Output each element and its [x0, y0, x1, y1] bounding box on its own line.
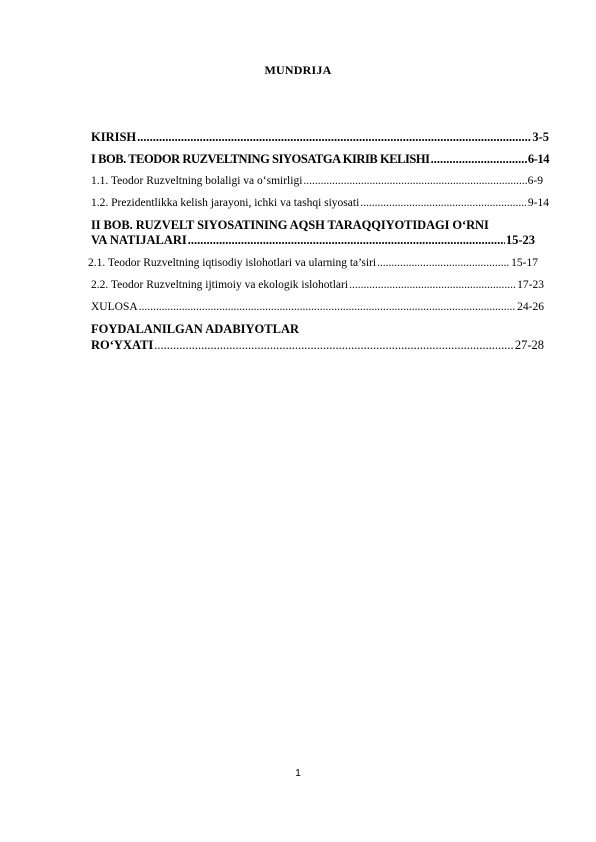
toc-leader-dots: [188, 233, 505, 248]
toc-leader-dots: [349, 278, 516, 293]
toc-entry-label: 2.2. Teodor Ruzveltning ijtimoiy va ekologik islohotlari: [91, 279, 349, 291]
toc-entry-chapter-2[interactable]: [91, 233, 535, 248]
toc-leader-dots: [139, 300, 517, 315]
document-title: MUNDRIJA: [264, 63, 332, 77]
toc-entry-section-1-2[interactable]: [91, 196, 549, 211]
toc-entry-page: 6-9: [527, 175, 543, 187]
toc-entry-bibliography-line1[interactable]: FOYDALANILGAN ADABIYOTLAR: [91, 322, 300, 336]
toc-entry-page: 6-14: [527, 152, 549, 166]
toc-leader-dots: [431, 152, 527, 167]
toc-leader-dots: [137, 130, 531, 145]
toc-entry-chapter-1[interactable]: [91, 152, 549, 167]
toc-leader-dots: [303, 174, 526, 189]
toc-entry-page: 15-17: [511, 257, 538, 269]
toc-leader-dots: [377, 256, 510, 271]
toc-entry-bibliography[interactable]: [91, 338, 544, 353]
toc-entry-label: VA NATIJALARI: [91, 233, 187, 247]
toc-entry-page: 15-23: [505, 233, 535, 247]
toc-entry-label: 1.1. Teodor Ruzveltning bolaligi va o‘smirligi: [91, 175, 303, 187]
toc-entry-label: 1.2. Prezidentlikka kelish jarayoni, ichki va tashqi siyosati: [91, 197, 360, 209]
toc-entry-page: 27-28: [514, 338, 544, 352]
page-number: 1: [295, 768, 301, 779]
toc-entry-label: RO‘YXATI: [91, 338, 154, 352]
toc-entry-label: 2.1. Teodor Ruzveltning iqtisodiy islohotlari va ularning ta’siri: [88, 257, 377, 269]
toc-leader-dots: [360, 196, 527, 211]
toc-entry-section-2-2[interactable]: [91, 278, 544, 293]
toc-entry-label: I BOB. TEODOR RUZVELTNING SIYOSATGA KIRIB KELISHI: [91, 152, 430, 166]
toc-entry-label: XULOSA: [91, 301, 138, 313]
toc-entry-page: 9-14: [527, 197, 549, 209]
toc-leader-dots: [154, 338, 514, 353]
toc-entry-chapter-2-line1[interactable]: II BOB. RUZVELT SIYOSATINING AQSH TARAQQIYOTIDAGI O‘RNI: [91, 218, 489, 232]
toc-entry-section-2-1[interactable]: [88, 256, 538, 271]
toc-entry-section-1-1[interactable]: [91, 174, 543, 189]
toc-entry-page: 17-23: [517, 279, 544, 291]
toc-entry-kirish[interactable]: [91, 130, 549, 145]
toc-entry-page: 24-26: [517, 301, 544, 313]
toc-entry-label: KIRISH: [91, 130, 137, 144]
toc-entry-xulosa[interactable]: [91, 300, 544, 315]
toc-entry-page: 3-5: [532, 130, 549, 144]
